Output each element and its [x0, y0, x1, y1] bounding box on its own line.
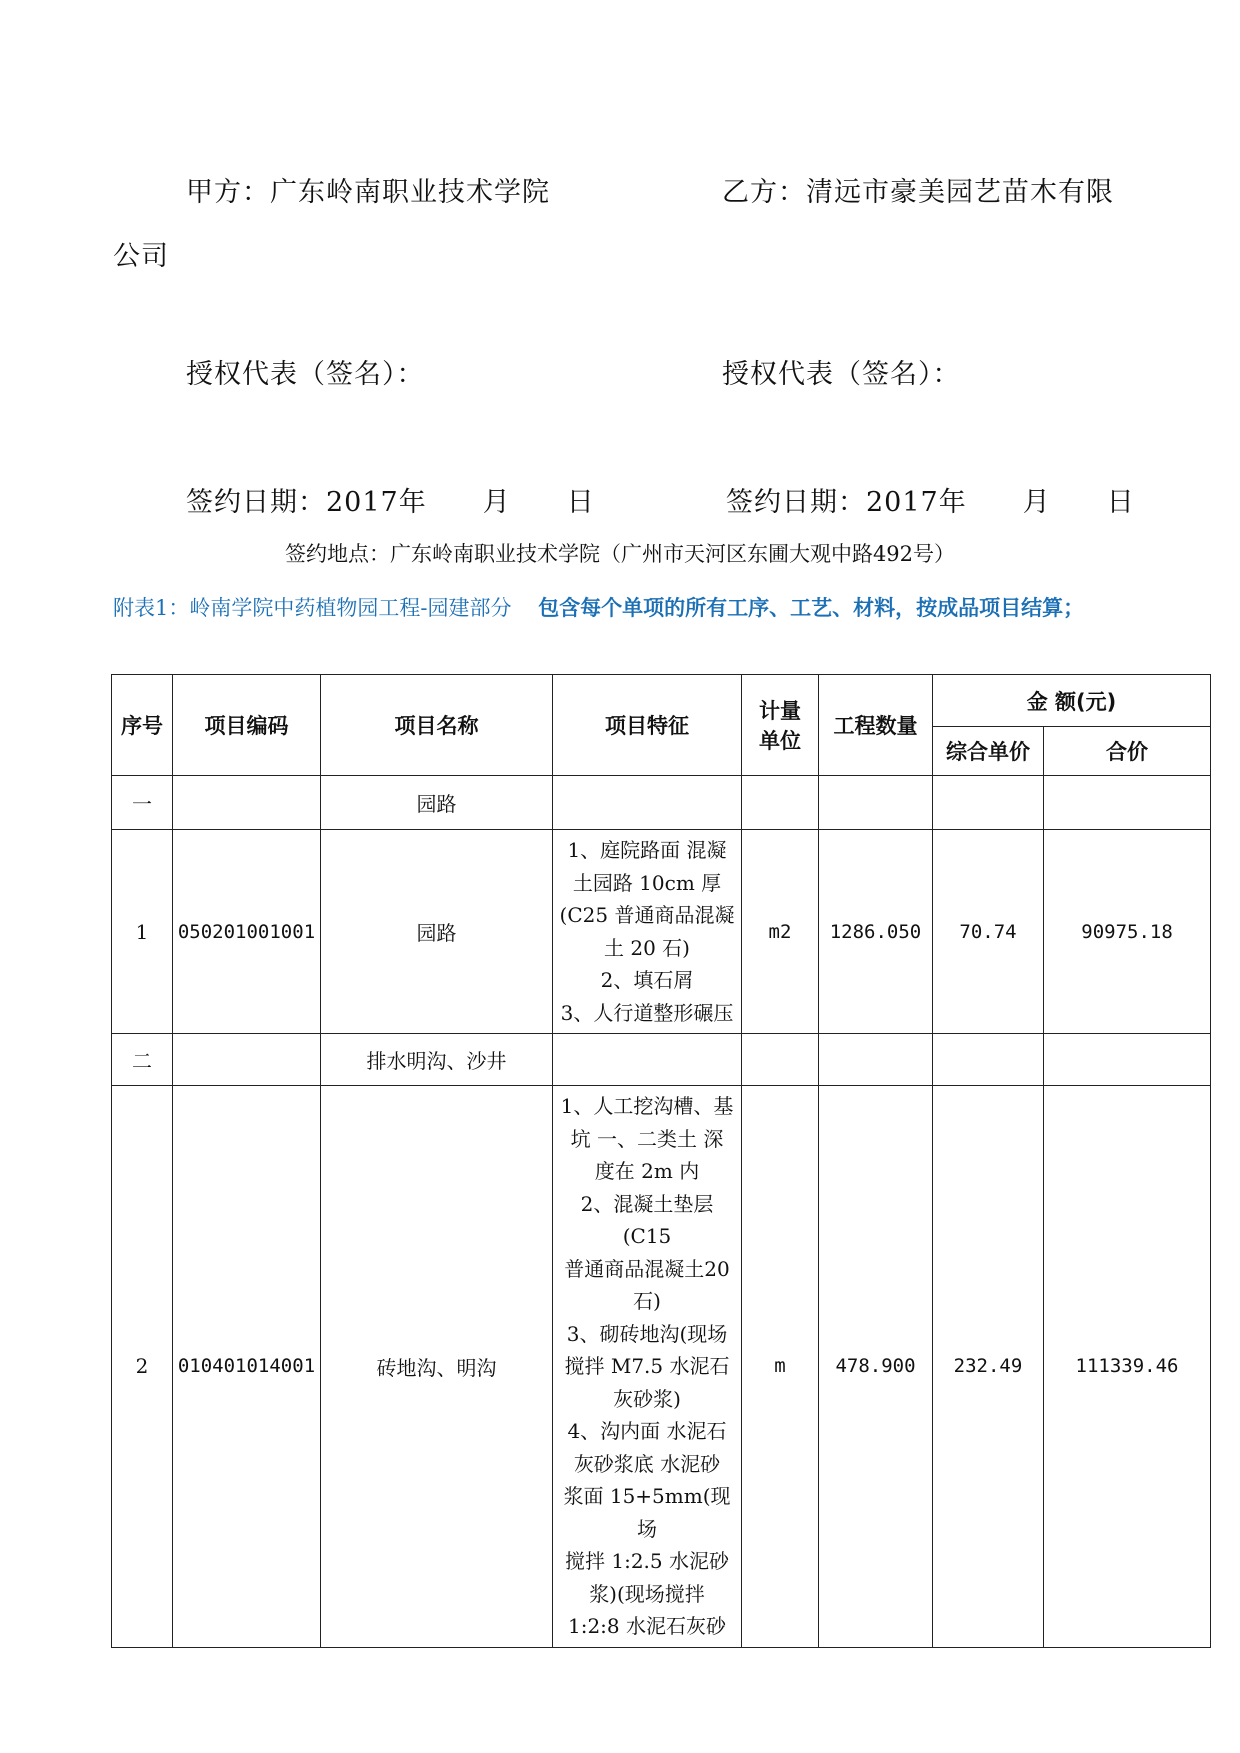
row-unit: m: [742, 1086, 819, 1648]
table-row: [112, 1034, 1211, 1086]
feature-line: 1、人工挖沟槽、基: [560, 1094, 734, 1118]
feature-line: 3、人行道整形碾压: [560, 1000, 734, 1025]
table-row: [112, 776, 1211, 830]
row-total: 111339.46: [1044, 1086, 1211, 1648]
feature-line: 浆面 15+5mm(现场: [563, 1484, 731, 1541]
row-code: [173, 1034, 321, 1086]
table-row: [112, 1086, 1211, 1648]
row-name: 砖地沟、明沟: [321, 1086, 553, 1648]
row-feature: [553, 776, 742, 830]
row-unit-price: 232.49: [933, 1086, 1044, 1648]
row-seq: 2: [112, 1086, 173, 1648]
feature-line: 灰砂浆): [613, 1386, 681, 1411]
date-a: 签约日期：2017年 月 日: [186, 487, 595, 518]
row-name: 排水明沟、沙井: [321, 1034, 553, 1086]
feature-line: 坑 一、二类土 深: [570, 1126, 724, 1151]
row-unit-price: 70.74: [933, 830, 1044, 1034]
feature-line: 1:2:8 水泥石灰砂: [567, 1614, 726, 1638]
feature-line: 1、庭院路面 混凝: [567, 838, 727, 862]
row-code: 050201001001: [173, 830, 321, 1034]
row-unit: m2: [742, 830, 819, 1034]
feature-line: 度在 2m 内: [594, 1159, 700, 1183]
appendix-caption: [113, 584, 1123, 632]
header-total: 合价: [1044, 727, 1211, 776]
row-unit-price: [933, 1034, 1044, 1086]
rep-b: 授权代表（签名）：: [722, 359, 961, 390]
row-qty: [819, 776, 933, 830]
feature-line: (C25 普通商品混凝: [559, 903, 735, 927]
feature-line: 灰砂浆底 水泥砂: [573, 1451, 721, 1476]
feature-line: 搅拌 M7.5 水泥石: [564, 1354, 730, 1378]
header-unit-price: 综合单价: [933, 727, 1044, 776]
feature-line: 普通商品混凝土20: [564, 1256, 730, 1281]
row-qty: 1286.050: [819, 830, 933, 1034]
feature-line: 2、混凝土垫层(C15: [580, 1191, 714, 1248]
feature-line: 土园路 10cm 厚: [572, 870, 722, 895]
feature-line: 4、沟内面 水泥石: [567, 1419, 727, 1443]
row-unit: [742, 776, 819, 830]
row-name: 园路: [321, 776, 553, 830]
row-total: [1044, 776, 1211, 830]
party-b: 乙方：清远市豪美园艺苗木有限: [722, 177, 1114, 208]
feature-line: 土 20 石): [604, 935, 690, 960]
header-amount: 金 额(元): [933, 675, 1211, 727]
row-code: [173, 776, 321, 830]
header-seq: 序号: [112, 675, 173, 776]
appendix-note: 包含每个单项的所有工序、工艺、材料，按成品项目结算；: [538, 596, 1085, 620]
party-b-continued: 公司: [113, 241, 169, 272]
row-total: [1044, 1034, 1211, 1086]
feature-line: 浆)(现场搅拌: [589, 1581, 705, 1606]
date-b: 签约日期：2017年 月 日: [726, 487, 1135, 518]
header-name: 项目名称: [321, 675, 553, 776]
row-feature: [553, 830, 742, 1034]
party-a: 甲方：广东岭南职业技术学院: [186, 177, 550, 208]
row-qty: 478.900: [819, 1086, 933, 1648]
rep-a: 授权代表（签名）：: [186, 359, 425, 390]
feature-line: 石): [633, 1289, 661, 1313]
row-unit-price: [933, 776, 1044, 830]
row-code: 010401014001: [173, 1086, 321, 1648]
row-feature: [553, 1086, 742, 1648]
row-unit: [742, 1034, 819, 1086]
row-seq: 二: [112, 1034, 173, 1086]
feature-line: 搅拌 1:2.5 水泥砂: [565, 1549, 729, 1573]
feature-line: 3、砌砖地沟(现场: [566, 1321, 728, 1346]
feature-line: 2、填石屑: [600, 968, 694, 992]
bill-of-quantities-table: [111, 674, 1211, 1648]
row-name: 园路: [321, 830, 553, 1034]
row-total: 90975.18: [1044, 830, 1211, 1034]
header-unit: 计量单位: [742, 675, 819, 776]
header-feature: 项目特征: [553, 675, 742, 776]
header-code: 项目编码: [173, 675, 321, 776]
header-qty: 工程数量: [819, 675, 933, 776]
row-feature: [553, 1034, 742, 1086]
row-seq: 一: [112, 776, 173, 830]
appendix-title: 附表1：岭南学院中药植物园工程-园建部分: [113, 596, 512, 620]
table-row: [112, 830, 1211, 1034]
row-seq: 1: [112, 830, 173, 1034]
signing-location: 签约地点：广东岭南职业技术学院（广州市天河区东圃大观中路492号）: [284, 542, 956, 566]
row-qty: [819, 1034, 933, 1086]
